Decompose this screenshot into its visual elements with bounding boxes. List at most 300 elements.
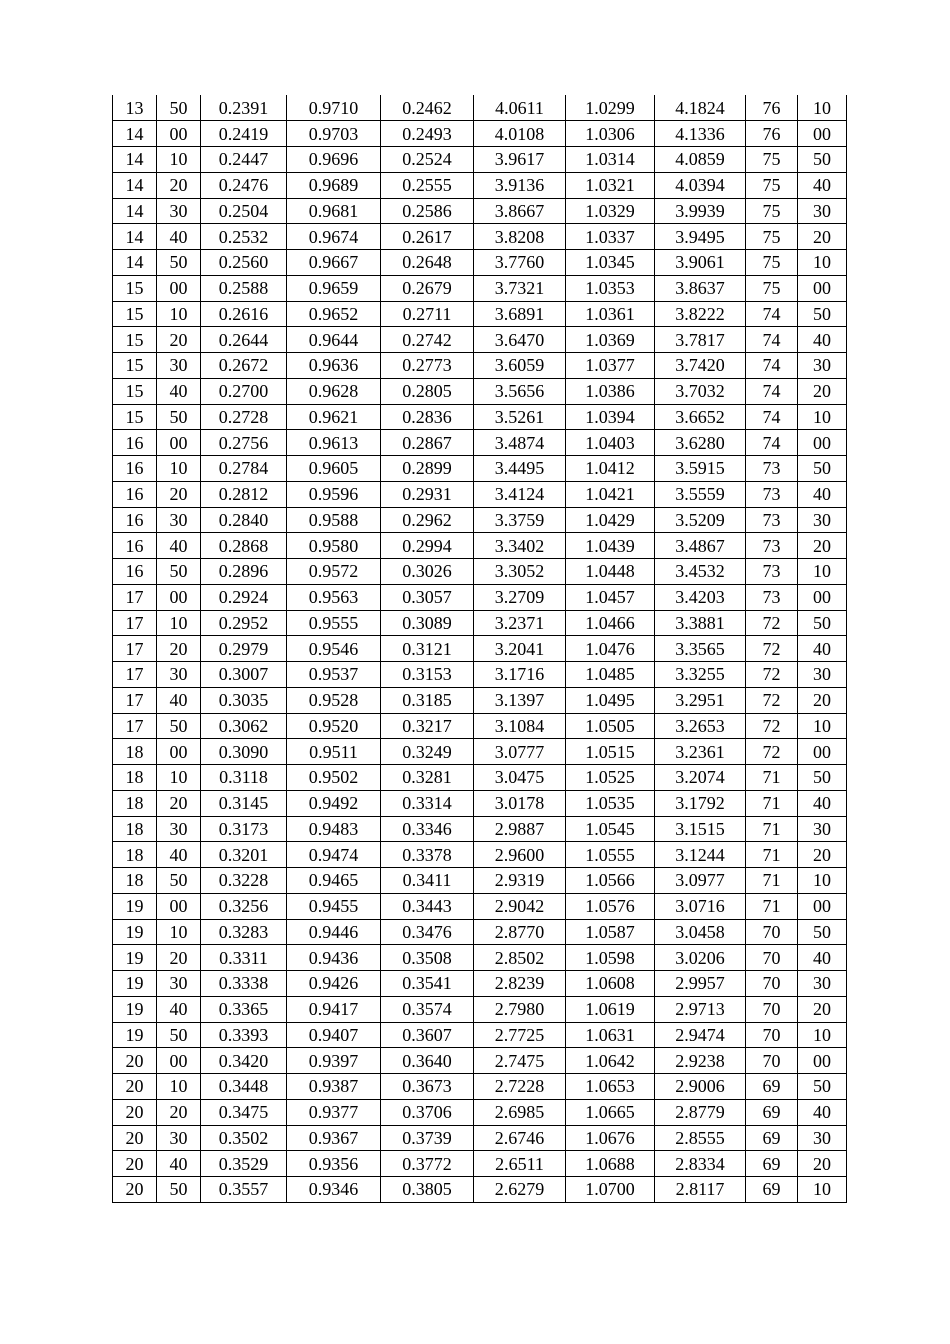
degree-cell: 18 xyxy=(113,790,157,816)
complement-minute-cell: 10 xyxy=(798,404,847,430)
value-cell: 0.9636 xyxy=(287,353,381,379)
complement-degree-cell: 69 xyxy=(746,1074,798,1100)
complement-degree-cell: 74 xyxy=(746,430,798,456)
value-cell: 3.3255 xyxy=(655,662,746,688)
value-cell: 1.0306 xyxy=(566,121,655,147)
value-cell: 0.3057 xyxy=(381,584,474,610)
degree-cell: 16 xyxy=(113,533,157,559)
table-row xyxy=(113,584,847,610)
value-cell: 1.0576 xyxy=(566,893,655,919)
value-cell: 0.3090 xyxy=(201,739,287,765)
complement-degree-cell: 70 xyxy=(746,996,798,1022)
value-cell: 3.7760 xyxy=(474,250,566,276)
table-row xyxy=(113,919,847,945)
value-cell: 3.0716 xyxy=(655,893,746,919)
value-cell: 1.0608 xyxy=(566,971,655,997)
complement-degree-cell: 75 xyxy=(746,198,798,224)
value-cell: 0.9528 xyxy=(287,687,381,713)
value-cell: 0.2805 xyxy=(381,378,474,404)
value-cell: 0.2756 xyxy=(201,430,287,456)
degree-cell: 14 xyxy=(113,224,157,250)
complement-minute-cell: 20 xyxy=(798,1151,847,1177)
value-cell: 1.0587 xyxy=(566,919,655,945)
value-cell: 0.9596 xyxy=(287,481,381,507)
table-row xyxy=(113,893,847,919)
value-cell: 3.4874 xyxy=(474,430,566,456)
table-row xyxy=(113,610,847,636)
complement-degree-cell: 72 xyxy=(746,662,798,688)
value-cell: 0.3393 xyxy=(201,1022,287,1048)
minute-cell: 10 xyxy=(157,456,201,482)
value-cell: 1.0466 xyxy=(566,610,655,636)
value-cell: 1.0525 xyxy=(566,765,655,791)
value-cell: 3.5559 xyxy=(655,481,746,507)
degree-cell: 18 xyxy=(113,816,157,842)
degree-cell: 17 xyxy=(113,610,157,636)
degree-cell: 16 xyxy=(113,456,157,482)
value-cell: 2.7228 xyxy=(474,1074,566,1100)
value-cell: 0.9367 xyxy=(287,1125,381,1151)
value-cell: 1.0700 xyxy=(566,1177,655,1203)
minute-cell: 30 xyxy=(157,816,201,842)
complement-minute-cell: 10 xyxy=(798,713,847,739)
value-cell: 0.3283 xyxy=(201,919,287,945)
value-cell: 1.0353 xyxy=(566,275,655,301)
complement-degree-cell: 74 xyxy=(746,327,798,353)
value-cell: 3.2951 xyxy=(655,687,746,713)
table-row xyxy=(113,790,847,816)
minute-cell: 20 xyxy=(157,790,201,816)
value-cell: 3.7420 xyxy=(655,353,746,379)
complement-minute-cell: 50 xyxy=(798,610,847,636)
value-cell: 3.4203 xyxy=(655,584,746,610)
value-cell: 0.2679 xyxy=(381,275,474,301)
value-cell: 0.3502 xyxy=(201,1125,287,1151)
minute-cell: 40 xyxy=(157,224,201,250)
value-cell: 0.9436 xyxy=(287,945,381,971)
minute-cell: 50 xyxy=(157,250,201,276)
value-cell: 0.9465 xyxy=(287,868,381,894)
table-row xyxy=(113,1177,847,1203)
complement-degree-cell: 74 xyxy=(746,353,798,379)
degree-cell: 20 xyxy=(113,1151,157,1177)
degree-cell: 15 xyxy=(113,275,157,301)
value-cell: 3.9939 xyxy=(655,198,746,224)
complement-degree-cell: 74 xyxy=(746,378,798,404)
value-cell: 0.3007 xyxy=(201,662,287,688)
complement-minute-cell: 30 xyxy=(798,353,847,379)
minute-cell: 10 xyxy=(157,919,201,945)
value-cell: 1.0448 xyxy=(566,559,655,585)
value-cell: 3.2074 xyxy=(655,765,746,791)
table-body xyxy=(113,95,847,1202)
value-cell: 2.9600 xyxy=(474,842,566,868)
value-cell: 0.2617 xyxy=(381,224,474,250)
value-cell: 0.3145 xyxy=(201,790,287,816)
value-cell: 0.2672 xyxy=(201,353,287,379)
value-cell: 0.9652 xyxy=(287,301,381,327)
minute-cell: 10 xyxy=(157,1074,201,1100)
value-cell: 2.9319 xyxy=(474,868,566,894)
complement-degree-cell: 75 xyxy=(746,250,798,276)
minute-cell: 00 xyxy=(157,584,201,610)
value-cell: 0.3378 xyxy=(381,842,474,868)
table-row xyxy=(113,224,847,250)
value-cell: 0.2644 xyxy=(201,327,287,353)
value-cell: 0.9628 xyxy=(287,378,381,404)
minute-cell: 50 xyxy=(157,1022,201,1048)
value-cell: 0.9659 xyxy=(287,275,381,301)
value-cell: 0.3476 xyxy=(381,919,474,945)
degree-cell: 20 xyxy=(113,1074,157,1100)
complement-minute-cell: 30 xyxy=(798,816,847,842)
complement-degree-cell: 75 xyxy=(746,224,798,250)
table-row xyxy=(113,507,847,533)
value-cell: 3.4124 xyxy=(474,481,566,507)
table-row xyxy=(113,816,847,842)
table-row xyxy=(113,662,847,688)
value-cell: 1.0439 xyxy=(566,533,655,559)
degree-cell: 18 xyxy=(113,868,157,894)
degree-cell: 20 xyxy=(113,1177,157,1203)
value-cell: 0.2524 xyxy=(381,147,474,173)
value-cell: 0.9492 xyxy=(287,790,381,816)
value-cell: 2.6511 xyxy=(474,1151,566,1177)
value-cell: 3.5209 xyxy=(655,507,746,533)
complement-degree-cell: 69 xyxy=(746,1151,798,1177)
value-cell: 0.2493 xyxy=(381,121,474,147)
minute-cell: 30 xyxy=(157,1125,201,1151)
complement-minute-cell: 20 xyxy=(798,687,847,713)
value-cell: 3.9136 xyxy=(474,172,566,198)
value-cell: 0.9474 xyxy=(287,842,381,868)
value-cell: 3.4867 xyxy=(655,533,746,559)
value-cell: 1.0314 xyxy=(566,147,655,173)
value-cell: 0.9417 xyxy=(287,996,381,1022)
value-cell: 0.9387 xyxy=(287,1074,381,1100)
degree-cell: 20 xyxy=(113,1099,157,1125)
minute-cell: 00 xyxy=(157,1048,201,1074)
value-cell: 1.0377 xyxy=(566,353,655,379)
value-cell: 3.0777 xyxy=(474,739,566,765)
value-cell: 0.3607 xyxy=(381,1022,474,1048)
value-cell: 0.2532 xyxy=(201,224,287,250)
value-cell: 3.1397 xyxy=(474,687,566,713)
minute-cell: 50 xyxy=(157,868,201,894)
degree-cell: 19 xyxy=(113,945,157,971)
value-cell: 3.5915 xyxy=(655,456,746,482)
value-cell: 0.2462 xyxy=(381,95,474,121)
value-cell: 1.0361 xyxy=(566,301,655,327)
value-cell: 0.2742 xyxy=(381,327,474,353)
degree-cell: 17 xyxy=(113,713,157,739)
complement-degree-cell: 74 xyxy=(746,404,798,430)
value-cell: 2.8117 xyxy=(655,1177,746,1203)
value-cell: 3.6059 xyxy=(474,353,566,379)
degree-cell: 15 xyxy=(113,353,157,379)
value-cell: 0.3475 xyxy=(201,1099,287,1125)
value-cell: 0.3365 xyxy=(201,996,287,1022)
complement-degree-cell: 71 xyxy=(746,842,798,868)
complement-degree-cell: 76 xyxy=(746,95,798,121)
value-cell: 0.2728 xyxy=(201,404,287,430)
value-cell: 1.0566 xyxy=(566,868,655,894)
value-cell: 0.3118 xyxy=(201,765,287,791)
value-cell: 0.9356 xyxy=(287,1151,381,1177)
table-row xyxy=(113,353,847,379)
value-cell: 3.6470 xyxy=(474,327,566,353)
value-cell: 0.9674 xyxy=(287,224,381,250)
complement-minute-cell: 30 xyxy=(798,198,847,224)
degree-cell: 16 xyxy=(113,559,157,585)
value-cell: 1.0631 xyxy=(566,1022,655,1048)
value-cell: 3.2041 xyxy=(474,636,566,662)
complement-minute-cell: 40 xyxy=(798,172,847,198)
value-cell: 3.4532 xyxy=(655,559,746,585)
table-row xyxy=(113,687,847,713)
complement-minute-cell: 00 xyxy=(798,584,847,610)
complement-degree-cell: 73 xyxy=(746,584,798,610)
value-cell: 4.0859 xyxy=(655,147,746,173)
minute-cell: 20 xyxy=(157,327,201,353)
degree-cell: 14 xyxy=(113,250,157,276)
value-cell: 3.6280 xyxy=(655,430,746,456)
minute-cell: 30 xyxy=(157,662,201,688)
minute-cell: 50 xyxy=(157,95,201,121)
value-cell: 3.1084 xyxy=(474,713,566,739)
value-cell: 0.2588 xyxy=(201,275,287,301)
value-cell: 0.9605 xyxy=(287,456,381,482)
complement-degree-cell: 69 xyxy=(746,1177,798,1203)
minute-cell: 20 xyxy=(157,636,201,662)
complement-degree-cell: 70 xyxy=(746,919,798,945)
value-cell: 4.0394 xyxy=(655,172,746,198)
value-cell: 3.0206 xyxy=(655,945,746,971)
value-cell: 3.3402 xyxy=(474,533,566,559)
value-cell: 0.3640 xyxy=(381,1048,474,1074)
table-row xyxy=(113,275,847,301)
value-cell: 1.0329 xyxy=(566,198,655,224)
value-cell: 1.0515 xyxy=(566,739,655,765)
value-cell: 0.2868 xyxy=(201,533,287,559)
complement-degree-cell: 74 xyxy=(746,301,798,327)
value-cell: 0.3256 xyxy=(201,893,287,919)
value-cell: 3.4495 xyxy=(474,456,566,482)
degree-cell: 17 xyxy=(113,687,157,713)
complement-minute-cell: 40 xyxy=(798,945,847,971)
value-cell: 1.0476 xyxy=(566,636,655,662)
value-cell: 0.9546 xyxy=(287,636,381,662)
value-cell: 3.1792 xyxy=(655,790,746,816)
value-cell: 0.9483 xyxy=(287,816,381,842)
minute-cell: 50 xyxy=(157,559,201,585)
complement-minute-cell: 10 xyxy=(798,250,847,276)
value-cell: 2.8770 xyxy=(474,919,566,945)
minute-cell: 00 xyxy=(157,121,201,147)
value-cell: 2.7725 xyxy=(474,1022,566,1048)
value-cell: 0.3541 xyxy=(381,971,474,997)
complement-minute-cell: 50 xyxy=(798,301,847,327)
value-cell: 3.0977 xyxy=(655,868,746,894)
minute-cell: 30 xyxy=(157,198,201,224)
value-cell: 1.0545 xyxy=(566,816,655,842)
complement-minute-cell: 10 xyxy=(798,1177,847,1203)
degree-cell: 16 xyxy=(113,481,157,507)
table-row xyxy=(113,172,847,198)
table-row xyxy=(113,378,847,404)
complement-degree-cell: 70 xyxy=(746,945,798,971)
value-cell: 0.9377 xyxy=(287,1099,381,1125)
complement-degree-cell: 73 xyxy=(746,533,798,559)
value-cell: 1.0386 xyxy=(566,378,655,404)
complement-degree-cell: 69 xyxy=(746,1125,798,1151)
degree-cell: 16 xyxy=(113,507,157,533)
value-cell: 0.3411 xyxy=(381,868,474,894)
value-cell: 1.0676 xyxy=(566,1125,655,1151)
value-cell: 0.9710 xyxy=(287,95,381,121)
minute-cell: 10 xyxy=(157,147,201,173)
value-cell: 1.0665 xyxy=(566,1099,655,1125)
value-cell: 3.3565 xyxy=(655,636,746,662)
value-cell: 0.2504 xyxy=(201,198,287,224)
table-row xyxy=(113,1048,847,1074)
minute-cell: 50 xyxy=(157,1177,201,1203)
value-cell: 3.2709 xyxy=(474,584,566,610)
value-cell: 3.7032 xyxy=(655,378,746,404)
minute-cell: 30 xyxy=(157,971,201,997)
minute-cell: 10 xyxy=(157,610,201,636)
value-cell: 2.9957 xyxy=(655,971,746,997)
value-cell: 0.9397 xyxy=(287,1048,381,1074)
value-cell: 0.3185 xyxy=(381,687,474,713)
value-cell: 0.3346 xyxy=(381,816,474,842)
degree-cell: 19 xyxy=(113,919,157,945)
value-cell: 2.8239 xyxy=(474,971,566,997)
value-cell: 0.2840 xyxy=(201,507,287,533)
value-cell: 0.9703 xyxy=(287,121,381,147)
table-row xyxy=(113,1099,847,1125)
complement-minute-cell: 10 xyxy=(798,1022,847,1048)
degree-cell: 17 xyxy=(113,636,157,662)
value-cell: 0.2812 xyxy=(201,481,287,507)
minute-cell: 40 xyxy=(157,996,201,1022)
value-cell: 0.2773 xyxy=(381,353,474,379)
complement-minute-cell: 40 xyxy=(798,636,847,662)
table-row xyxy=(113,868,847,894)
value-cell: 1.0535 xyxy=(566,790,655,816)
minute-cell: 10 xyxy=(157,765,201,791)
table-row xyxy=(113,739,847,765)
complement-minute-cell: 30 xyxy=(798,971,847,997)
value-cell: 0.2700 xyxy=(201,378,287,404)
value-cell: 0.9644 xyxy=(287,327,381,353)
value-cell: 4.1824 xyxy=(655,95,746,121)
value-cell: 0.2896 xyxy=(201,559,287,585)
value-cell: 0.9511 xyxy=(287,739,381,765)
complement-degree-cell: 76 xyxy=(746,121,798,147)
minute-cell: 00 xyxy=(157,275,201,301)
value-cell: 1.0403 xyxy=(566,430,655,456)
table-row xyxy=(113,121,847,147)
value-cell: 0.3443 xyxy=(381,893,474,919)
table-row xyxy=(113,95,847,121)
value-cell: 3.0458 xyxy=(655,919,746,945)
degree-cell: 20 xyxy=(113,1125,157,1151)
complement-degree-cell: 70 xyxy=(746,1048,798,1074)
value-cell: 2.8502 xyxy=(474,945,566,971)
value-cell: 0.9520 xyxy=(287,713,381,739)
complement-minute-cell: 40 xyxy=(798,327,847,353)
value-cell: 3.0178 xyxy=(474,790,566,816)
value-cell: 2.7980 xyxy=(474,996,566,1022)
value-cell: 1.0505 xyxy=(566,713,655,739)
value-cell: 0.3153 xyxy=(381,662,474,688)
value-cell: 0.3228 xyxy=(201,868,287,894)
table-row xyxy=(113,713,847,739)
complement-degree-cell: 71 xyxy=(746,765,798,791)
value-cell: 0.3508 xyxy=(381,945,474,971)
value-cell: 0.3448 xyxy=(201,1074,287,1100)
value-cell: 0.2476 xyxy=(201,172,287,198)
complement-degree-cell: 73 xyxy=(746,559,798,585)
value-cell: 1.0598 xyxy=(566,945,655,971)
degree-cell: 18 xyxy=(113,765,157,791)
table-row xyxy=(113,971,847,997)
minute-cell: 40 xyxy=(157,842,201,868)
minute-cell: 10 xyxy=(157,301,201,327)
complement-minute-cell: 50 xyxy=(798,765,847,791)
degree-cell: 19 xyxy=(113,971,157,997)
value-cell: 4.1336 xyxy=(655,121,746,147)
value-cell: 0.2962 xyxy=(381,507,474,533)
complement-minute-cell: 50 xyxy=(798,456,847,482)
value-cell: 3.5261 xyxy=(474,404,566,430)
complement-minute-cell: 10 xyxy=(798,95,847,121)
table-row xyxy=(113,945,847,971)
value-cell: 0.3314 xyxy=(381,790,474,816)
value-cell: 3.8222 xyxy=(655,301,746,327)
degree-cell: 14 xyxy=(113,121,157,147)
value-cell: 3.7321 xyxy=(474,275,566,301)
value-cell: 2.9713 xyxy=(655,996,746,1022)
minute-cell: 20 xyxy=(157,481,201,507)
value-cell: 0.9696 xyxy=(287,147,381,173)
table-row xyxy=(113,559,847,585)
value-cell: 3.9061 xyxy=(655,250,746,276)
complement-minute-cell: 50 xyxy=(798,1074,847,1100)
complement-degree-cell: 71 xyxy=(746,816,798,842)
value-cell: 0.9563 xyxy=(287,584,381,610)
value-cell: 0.2586 xyxy=(381,198,474,224)
complement-minute-cell: 30 xyxy=(798,1125,847,1151)
minute-cell: 40 xyxy=(157,533,201,559)
value-cell: 0.9407 xyxy=(287,1022,381,1048)
value-cell: 0.2419 xyxy=(201,121,287,147)
value-cell: 3.3881 xyxy=(655,610,746,636)
degree-cell: 15 xyxy=(113,301,157,327)
value-cell: 3.9617 xyxy=(474,147,566,173)
complement-minute-cell: 30 xyxy=(798,507,847,533)
value-cell: 1.0555 xyxy=(566,842,655,868)
degree-cell: 19 xyxy=(113,1022,157,1048)
value-cell: 1.0688 xyxy=(566,1151,655,1177)
value-cell: 3.2653 xyxy=(655,713,746,739)
complement-degree-cell: 75 xyxy=(746,275,798,301)
value-cell: 0.3673 xyxy=(381,1074,474,1100)
value-cell: 0.2616 xyxy=(201,301,287,327)
value-cell: 2.6985 xyxy=(474,1099,566,1125)
complement-minute-cell: 00 xyxy=(798,430,847,456)
